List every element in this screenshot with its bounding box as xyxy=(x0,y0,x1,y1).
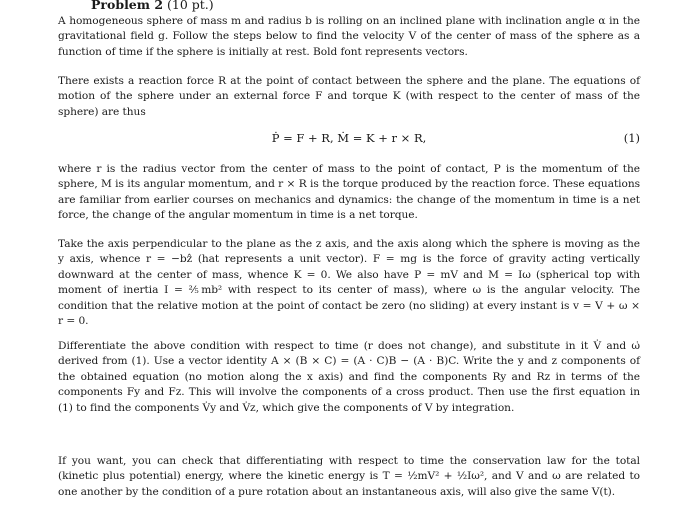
equation-1 xyxy=(58,131,640,147)
paragraph-definitions: where r is the radius vector from the center of mass to the point of contact, P is the momentum of the sphere, M is its angular momentum, and r × R is the torque produced by the reaction force. These equations are familiar from earlier courses on mechanics and dynamics: the change of the momentum in time is a net force, the change of the angular momentum in time is a net torque. xyxy=(58,163,640,222)
paragraph-differentiate: Differentiate the above condition with respect to time (r does not change), and substitute in it V̇ and ω̇ derived from (1). Use a vector identity A × (B × C) = (A · C)B − (A · B)C. Write the y and z components of the obtained equation (no motion along the x axis) and find the components Ry and Rz in terms of the components Fy and Fz. This will involve the components of a cross product. Then use the first equation in (1) to find the components V̇y and V̇z, which give the components of V by integration. xyxy=(58,340,640,414)
equation-body: Ṗ = F + R, Ṁ = K + r × R, xyxy=(271,131,427,145)
equation-number: (1) xyxy=(623,131,640,145)
problem-heading xyxy=(91,0,214,12)
paragraph-axes: Take the axis perpendicular to the plane as the z axis, and the axis along which the sphere is moving as the y axis, whence r = −bẑ (hat represents a unit vector). F = mg is the force of gravity acting vertically downward at the center of mass, whence K = 0. We also have P = mV and M = Iω (spherical top with moment of inertia I = ⅖mb² with respect to its center of mass), where ω is the angular velocity. The condition that the relative motion at the point of contact be zero (no sliding) at every instant is v = V + ω × r = 0. xyxy=(58,238,640,328)
paragraph-reaction-force: There exists a reaction force R at the point of contact between the sphere and the plane. The equations of motion of the sphere under an external force F and torque K (with respect to the center of mass of the sphere) are thus xyxy=(58,75,640,118)
paragraph-energy-check: If you want, you can check that differentiating with respect to time the conservation law for the total (kinetic plus potential) energy, where the kinetic energy is T = ½mV² + ½Iω², and V and ω are related to one another by the condition of a pure rotation about an instantaneous axis, will also give the same V(t). xyxy=(58,455,640,498)
problem-title: Problem 2 xyxy=(91,0,164,12)
problem-points: (10 pt.) xyxy=(167,0,214,12)
paragraph-intro: A homogeneous sphere of mass m and radius b is rolling on an inclined plane with inclination angle α in the gravitational field g. Follow the steps below to find the velocity V of the center of mass of the sphere as a function of time if the sphere is initially at rest. Bold font represents vectors. xyxy=(58,15,640,58)
